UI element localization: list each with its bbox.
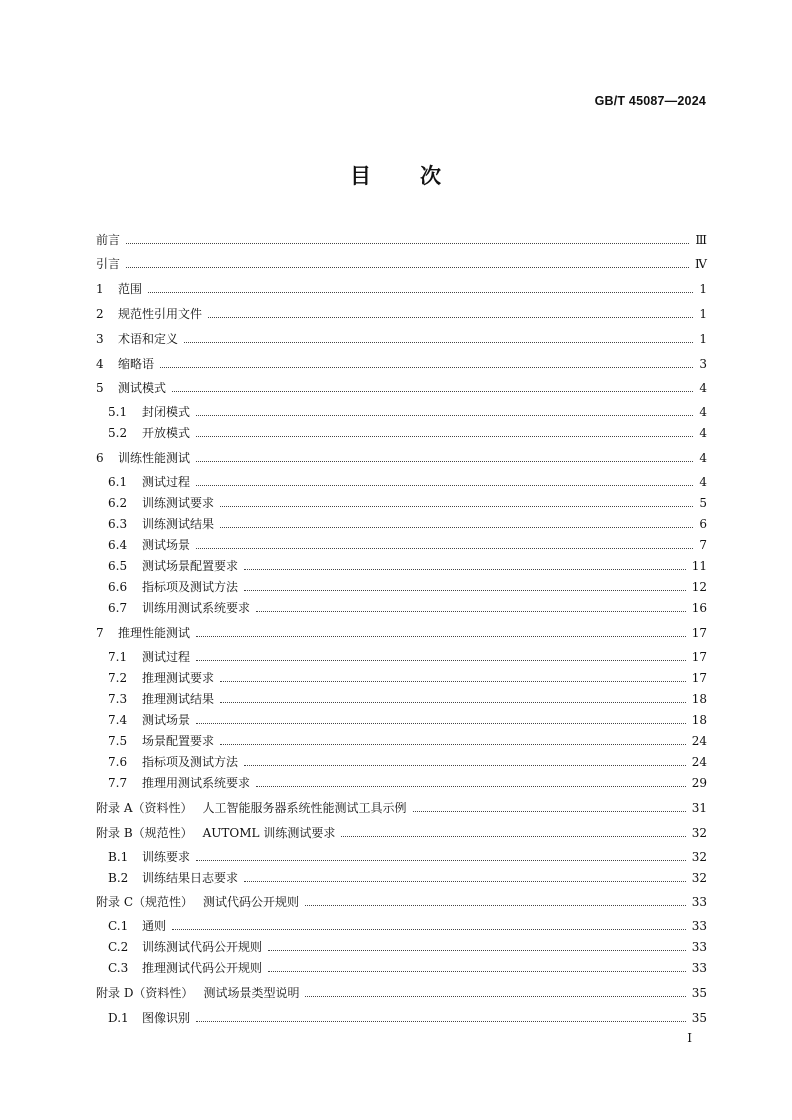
toc-entry-title: 范围: [118, 282, 143, 296]
dot-leader: [196, 485, 693, 486]
toc-entry-page: 33: [691, 961, 707, 975]
title-char-2: 次: [420, 164, 442, 188]
toc-entry-title: 训练测试要求: [142, 496, 215, 510]
toc-entry-number: 附录 B（规范性）: [96, 826, 193, 840]
toc-entry-title: 引言: [96, 257, 121, 271]
toc-entry-number: 3: [96, 332, 104, 346]
toc-entry[interactable]: [108, 845, 707, 865]
toc-entry-number: 6: [96, 451, 104, 465]
toc-entry[interactable]: [108, 645, 707, 665]
toc-entry-title: 测试模式: [118, 381, 167, 395]
toc-entry-page: 1: [699, 332, 707, 346]
dot-leader: [172, 929, 686, 930]
toc-entry[interactable]: [108, 750, 707, 770]
toc-entry[interactable]: [108, 400, 707, 420]
dot-leader: [196, 660, 686, 661]
toc-entry[interactable]: [96, 446, 707, 466]
toc-entry[interactable]: [96, 621, 707, 641]
toc-entry-page: Ⅲ: [695, 233, 707, 247]
dot-leader: [413, 811, 686, 812]
toc-entry-page: 16: [691, 601, 707, 615]
toc-entry-number: 4: [96, 357, 104, 371]
dot-leader: [244, 590, 686, 591]
toc-entry-page: 1: [699, 307, 707, 321]
toc-entry-number: 6.3: [108, 517, 128, 531]
toc-entry[interactable]: [108, 866, 707, 886]
toc-entry-title: 推理性能测试: [118, 626, 191, 640]
toc-entry[interactable]: [96, 327, 707, 347]
toc-entry-title: 训练结果日志要求: [142, 871, 239, 885]
dot-leader: [196, 1021, 686, 1022]
dot-leader: [341, 836, 685, 837]
dot-leader: [256, 786, 686, 787]
toc-entry[interactable]: [108, 956, 707, 976]
toc-entry-page: 4: [699, 405, 707, 419]
toc-entry-title: 缩略语: [118, 357, 155, 371]
toc-entry-page: 32: [691, 871, 707, 885]
toc-entry-number: 1: [96, 282, 104, 296]
toc-entry-title: 开放模式: [142, 426, 191, 440]
toc-entry-title: 推理测试结果: [142, 692, 215, 706]
toc-entry-title: 推理用测试系统要求: [142, 776, 251, 790]
toc-entry[interactable]: [96, 796, 707, 816]
toc-entry[interactable]: [108, 421, 707, 441]
dot-leader: [126, 243, 689, 244]
toc-entry-title: 指标项及测试方法: [142, 580, 239, 594]
toc-entry-number: 附录 A（资料性）: [96, 801, 193, 815]
dot-leader: [220, 527, 693, 528]
dot-leader: [305, 905, 686, 906]
toc-entry-number: B.1: [108, 850, 129, 864]
dot-leader: [305, 996, 685, 997]
toc-entry-page: 3: [699, 357, 707, 371]
toc-entry-page: 11: [691, 559, 707, 573]
toc-entry-title: 指标项及测试方法: [142, 755, 239, 769]
dot-leader: [196, 461, 693, 462]
toc-entry-page: 4: [699, 475, 707, 489]
title-char-1: 目: [350, 164, 372, 188]
table-of-contents: [96, 0, 707, 1120]
dot-leader: [196, 548, 693, 549]
toc-entry[interactable]: [96, 981, 707, 1001]
toc-entry-title: AUTOML 训练测试要求: [202, 826, 336, 840]
toc-entry[interactable]: [96, 890, 707, 910]
toc-entry-title: 测试场景: [142, 713, 191, 727]
dot-leader: [256, 611, 686, 612]
toc-entry[interactable]: [108, 708, 707, 728]
toc-entry-page: 33: [691, 940, 707, 954]
toc-entry-page: 24: [691, 734, 707, 748]
toc-entry-number: 6.6: [108, 580, 128, 594]
toc-entry[interactable]: [108, 729, 707, 749]
toc-entry[interactable]: [96, 252, 707, 272]
dot-leader: [244, 569, 686, 570]
toc-entry-title: 人工智能服务器系统性能测试工具示例: [202, 801, 407, 815]
toc-entry-number: C.3: [108, 961, 129, 975]
toc-entry-number: D.1: [108, 1011, 129, 1025]
toc-entry-title: 通则: [142, 919, 167, 933]
toc-entry-number: 5: [96, 381, 104, 395]
dot-leader: [184, 342, 693, 343]
toc-entry-page: 29: [691, 776, 707, 790]
toc-entry-page: 7: [699, 538, 707, 552]
toc-entry-page: 17: [691, 671, 707, 685]
toc-entry-number: 5.1: [108, 405, 128, 419]
toc-entry[interactable]: [108, 533, 707, 553]
toc-entry-number: 2: [96, 307, 104, 321]
toc-entry-page: 18: [691, 692, 707, 706]
dot-leader: [196, 415, 693, 416]
toc-entry-number: 7.3: [108, 692, 128, 706]
toc-entry[interactable]: [108, 771, 707, 791]
toc-entry[interactable]: [108, 491, 707, 511]
dot-leader: [244, 765, 686, 766]
toc-entry[interactable]: [108, 687, 707, 707]
dot-leader: [196, 636, 686, 637]
toc-entry[interactable]: [96, 277, 707, 297]
toc-entry[interactable]: [108, 554, 707, 574]
dot-leader: [244, 881, 686, 882]
toc-entry-title: 测试过程: [142, 650, 191, 664]
toc-entry-number: 7: [96, 626, 104, 640]
toc-entry-number: 7.2: [108, 671, 128, 685]
dot-leader: [220, 681, 686, 682]
toc-entry-title: 推理测试代码公开规则: [142, 961, 263, 975]
toc-entry-page: 4: [699, 426, 707, 440]
standard-code: GB/T 45087—2024: [594, 94, 706, 108]
toc-entry-number: 6.4: [108, 538, 128, 552]
toc-entry-title: 场景配置要求: [142, 734, 215, 748]
toc-entry-number: C.1: [108, 919, 129, 933]
toc-entry-number: 7.1: [108, 650, 128, 664]
toc-entry[interactable]: [108, 596, 707, 616]
toc-entry-page: 33: [691, 919, 707, 933]
toc-entry-page: 33: [691, 895, 707, 909]
toc-entry-number: 6.2: [108, 496, 128, 510]
toc-entry[interactable]: [108, 914, 707, 934]
toc-entry-number: 附录 D（资料性）: [96, 986, 194, 1000]
toc-entry-page: 35: [691, 986, 707, 1000]
toc-entry-page: 35: [691, 1011, 707, 1025]
dot-leader: [148, 292, 693, 293]
toc-entry-title: 测试场景: [142, 538, 191, 552]
toc-entry-page: 12: [691, 580, 707, 594]
dot-leader: [172, 391, 693, 392]
toc-entry-page: 17: [691, 626, 707, 640]
toc-entry[interactable]: [96, 228, 707, 248]
toc-entry-page: 4: [699, 381, 707, 395]
toc-entry[interactable]: [96, 302, 707, 322]
toc-entry[interactable]: [96, 376, 707, 396]
toc-entry-number: 附录 C（规范性）: [96, 895, 193, 909]
toc-entry-title: 测试场景类型说明: [203, 986, 300, 1000]
toc-entry-title: 图像识别: [142, 1011, 191, 1025]
toc-entry[interactable]: [108, 666, 707, 686]
toc-entry[interactable]: [108, 1006, 707, 1026]
dot-leader: [126, 267, 689, 268]
toc-entry-title: 前言: [96, 233, 121, 247]
toc-entry-title: 训练性能测试: [118, 451, 191, 465]
toc-entry-page: Ⅳ: [695, 257, 707, 271]
toc-entry[interactable]: [108, 575, 707, 595]
dot-leader: [268, 971, 686, 972]
dot-leader: [196, 723, 686, 724]
dot-leader: [220, 506, 693, 507]
toc-entry[interactable]: [108, 470, 707, 490]
dot-leader: [220, 744, 686, 745]
toc-entry[interactable]: [108, 512, 707, 532]
toc-entry[interactable]: [96, 352, 707, 372]
toc-entry-title: 训练要求: [142, 850, 191, 864]
toc-entry-number: C.2: [108, 940, 129, 954]
toc-entry-page: 32: [691, 850, 707, 864]
toc-entry-page: 32: [691, 826, 707, 840]
toc-entry-title: 训练测试结果: [142, 517, 215, 531]
toc-entry-page: 6: [699, 517, 707, 531]
toc-entry-title: 推理测试要求: [142, 671, 215, 685]
dot-leader: [160, 367, 693, 368]
toc-entry-page: 31: [691, 801, 707, 815]
page-folio: I: [687, 1031, 692, 1045]
toc-entry-page: 5: [699, 496, 707, 510]
toc-entry-number: 6.5: [108, 559, 128, 573]
toc-entry-title: 规范性引用文件: [118, 307, 203, 321]
dot-leader: [196, 860, 686, 861]
toc-entry-number: 7.7: [108, 776, 128, 790]
toc-entry-title: 训练测试代码公开规则: [142, 940, 263, 954]
toc-entry-page: 4: [699, 451, 707, 465]
toc-entry-title: 测试代码公开规则: [203, 895, 300, 909]
toc-entry-number: 7.4: [108, 713, 128, 727]
toc-entry-number: 6.1: [108, 475, 128, 489]
toc-entry-title: 测试过程: [142, 475, 191, 489]
toc-entry-number: 7.5: [108, 734, 128, 748]
toc-entry[interactable]: [96, 821, 707, 841]
toc-entry-page: 18: [691, 713, 707, 727]
toc-entry-title: 术语和定义: [118, 332, 179, 346]
dot-leader: [268, 950, 686, 951]
toc-entry-number: 6.7: [108, 601, 128, 615]
toc-entry-page: 17: [691, 650, 707, 664]
toc-entry-number: B.2: [108, 871, 129, 885]
toc-entry-page: 24: [691, 755, 707, 769]
dot-leader: [196, 436, 693, 437]
toc-entry-number: 5.2: [108, 426, 128, 440]
dot-leader: [208, 317, 693, 318]
toc-entry-title: 训练用测试系统要求: [142, 601, 251, 615]
toc-entry-title: 测试场景配置要求: [142, 559, 239, 573]
toc-entry[interactable]: [108, 935, 707, 955]
toc-entry-title: 封闭模式: [142, 405, 191, 419]
dot-leader: [220, 702, 686, 703]
toc-entry-number: 7.6: [108, 755, 128, 769]
toc-entry-page: 1: [699, 282, 707, 296]
